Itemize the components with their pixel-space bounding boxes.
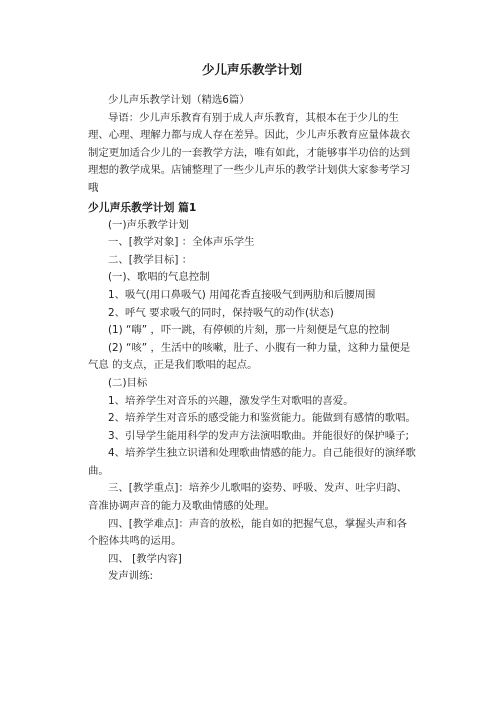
line-hai: (1) “嗨” ，吓一跳，有停顿的片刻，那一片刻便是气息的控制 xyxy=(108,324,390,337)
section-heading: 少儿声乐教学计划 篇1 xyxy=(88,200,197,214)
line-breath-control: (一)、歌唱的气息控制 xyxy=(108,271,210,284)
line-key-points: 三、[教学重点]：培养少儿歌唱的姿势、呼吸、发声、吐字归韵、音准协调声音的能力及歌曲情感的处理。 xyxy=(88,482,408,513)
line-goal-4: 4、培养学生独立识谱和处理歌曲情感的能力。自己能很好的演绎歌曲。 xyxy=(88,447,416,477)
line-goal-2: 2、培养学生对音乐的感受能力和鉴赏能力。能做到有感情的歌唱。 xyxy=(108,412,416,425)
line-cough: (2) “咳” ，生活中的咳嗽，肚子、小腹有一种力量，这种力量便是气息 的支点，正是我们歌唱的起点。 xyxy=(88,341,411,372)
line-teaching-goal: 二、[教学目标] ： xyxy=(108,253,193,266)
line-goal-1: 1、培养学生对音乐的兴趣，激发学生对歌唱的喜爱。 xyxy=(108,394,354,407)
line-vocal-training: 发声训练: xyxy=(108,570,154,583)
line-inhale: 1、吸气(用口鼻吸气) 用闻花香直接吸气到两肋和后腰周围 xyxy=(108,288,376,301)
line-exhale: 2、呼气 要求吸气的同时，保持吸气的动作(状态) xyxy=(108,306,334,319)
document-title: 少儿声乐教学计划 xyxy=(201,62,302,77)
line-goal-3: 3、引导学生能用科学的发声方法演唱歌曲。并能很好的保护嗓子; xyxy=(108,429,410,442)
line-goals-heading: (二)目标 xyxy=(108,376,148,389)
line-teaching-plan: (一)声乐教学计划 xyxy=(108,218,189,231)
document-subtitle: 少儿声乐教学计划（精选6篇） xyxy=(108,94,250,106)
line-teaching-content: 四、 [教学内容] xyxy=(108,552,182,565)
line-teaching-object: 一、[教学对象] ：全体声乐学生 xyxy=(108,236,255,249)
line-difficulties: 四、[教学难点]：声音的放松，能自如的把握气息，掌握头声和各个腔体共鸣的运用。 xyxy=(88,517,408,548)
intro-paragraph: 导语：少儿声乐教育有别于成人声乐教育，其根本在于少儿的生理、心理、理解力都与成人存在差异。因此，少儿声乐教育应量体裁衣制定更加适合少儿的一套教学方法，唯有如此，才能够事半功倍的达到理想的教学成果。店铺整理了一些少儿声乐的教学计划供大家参考学习哦 xyxy=(88,111,411,194)
